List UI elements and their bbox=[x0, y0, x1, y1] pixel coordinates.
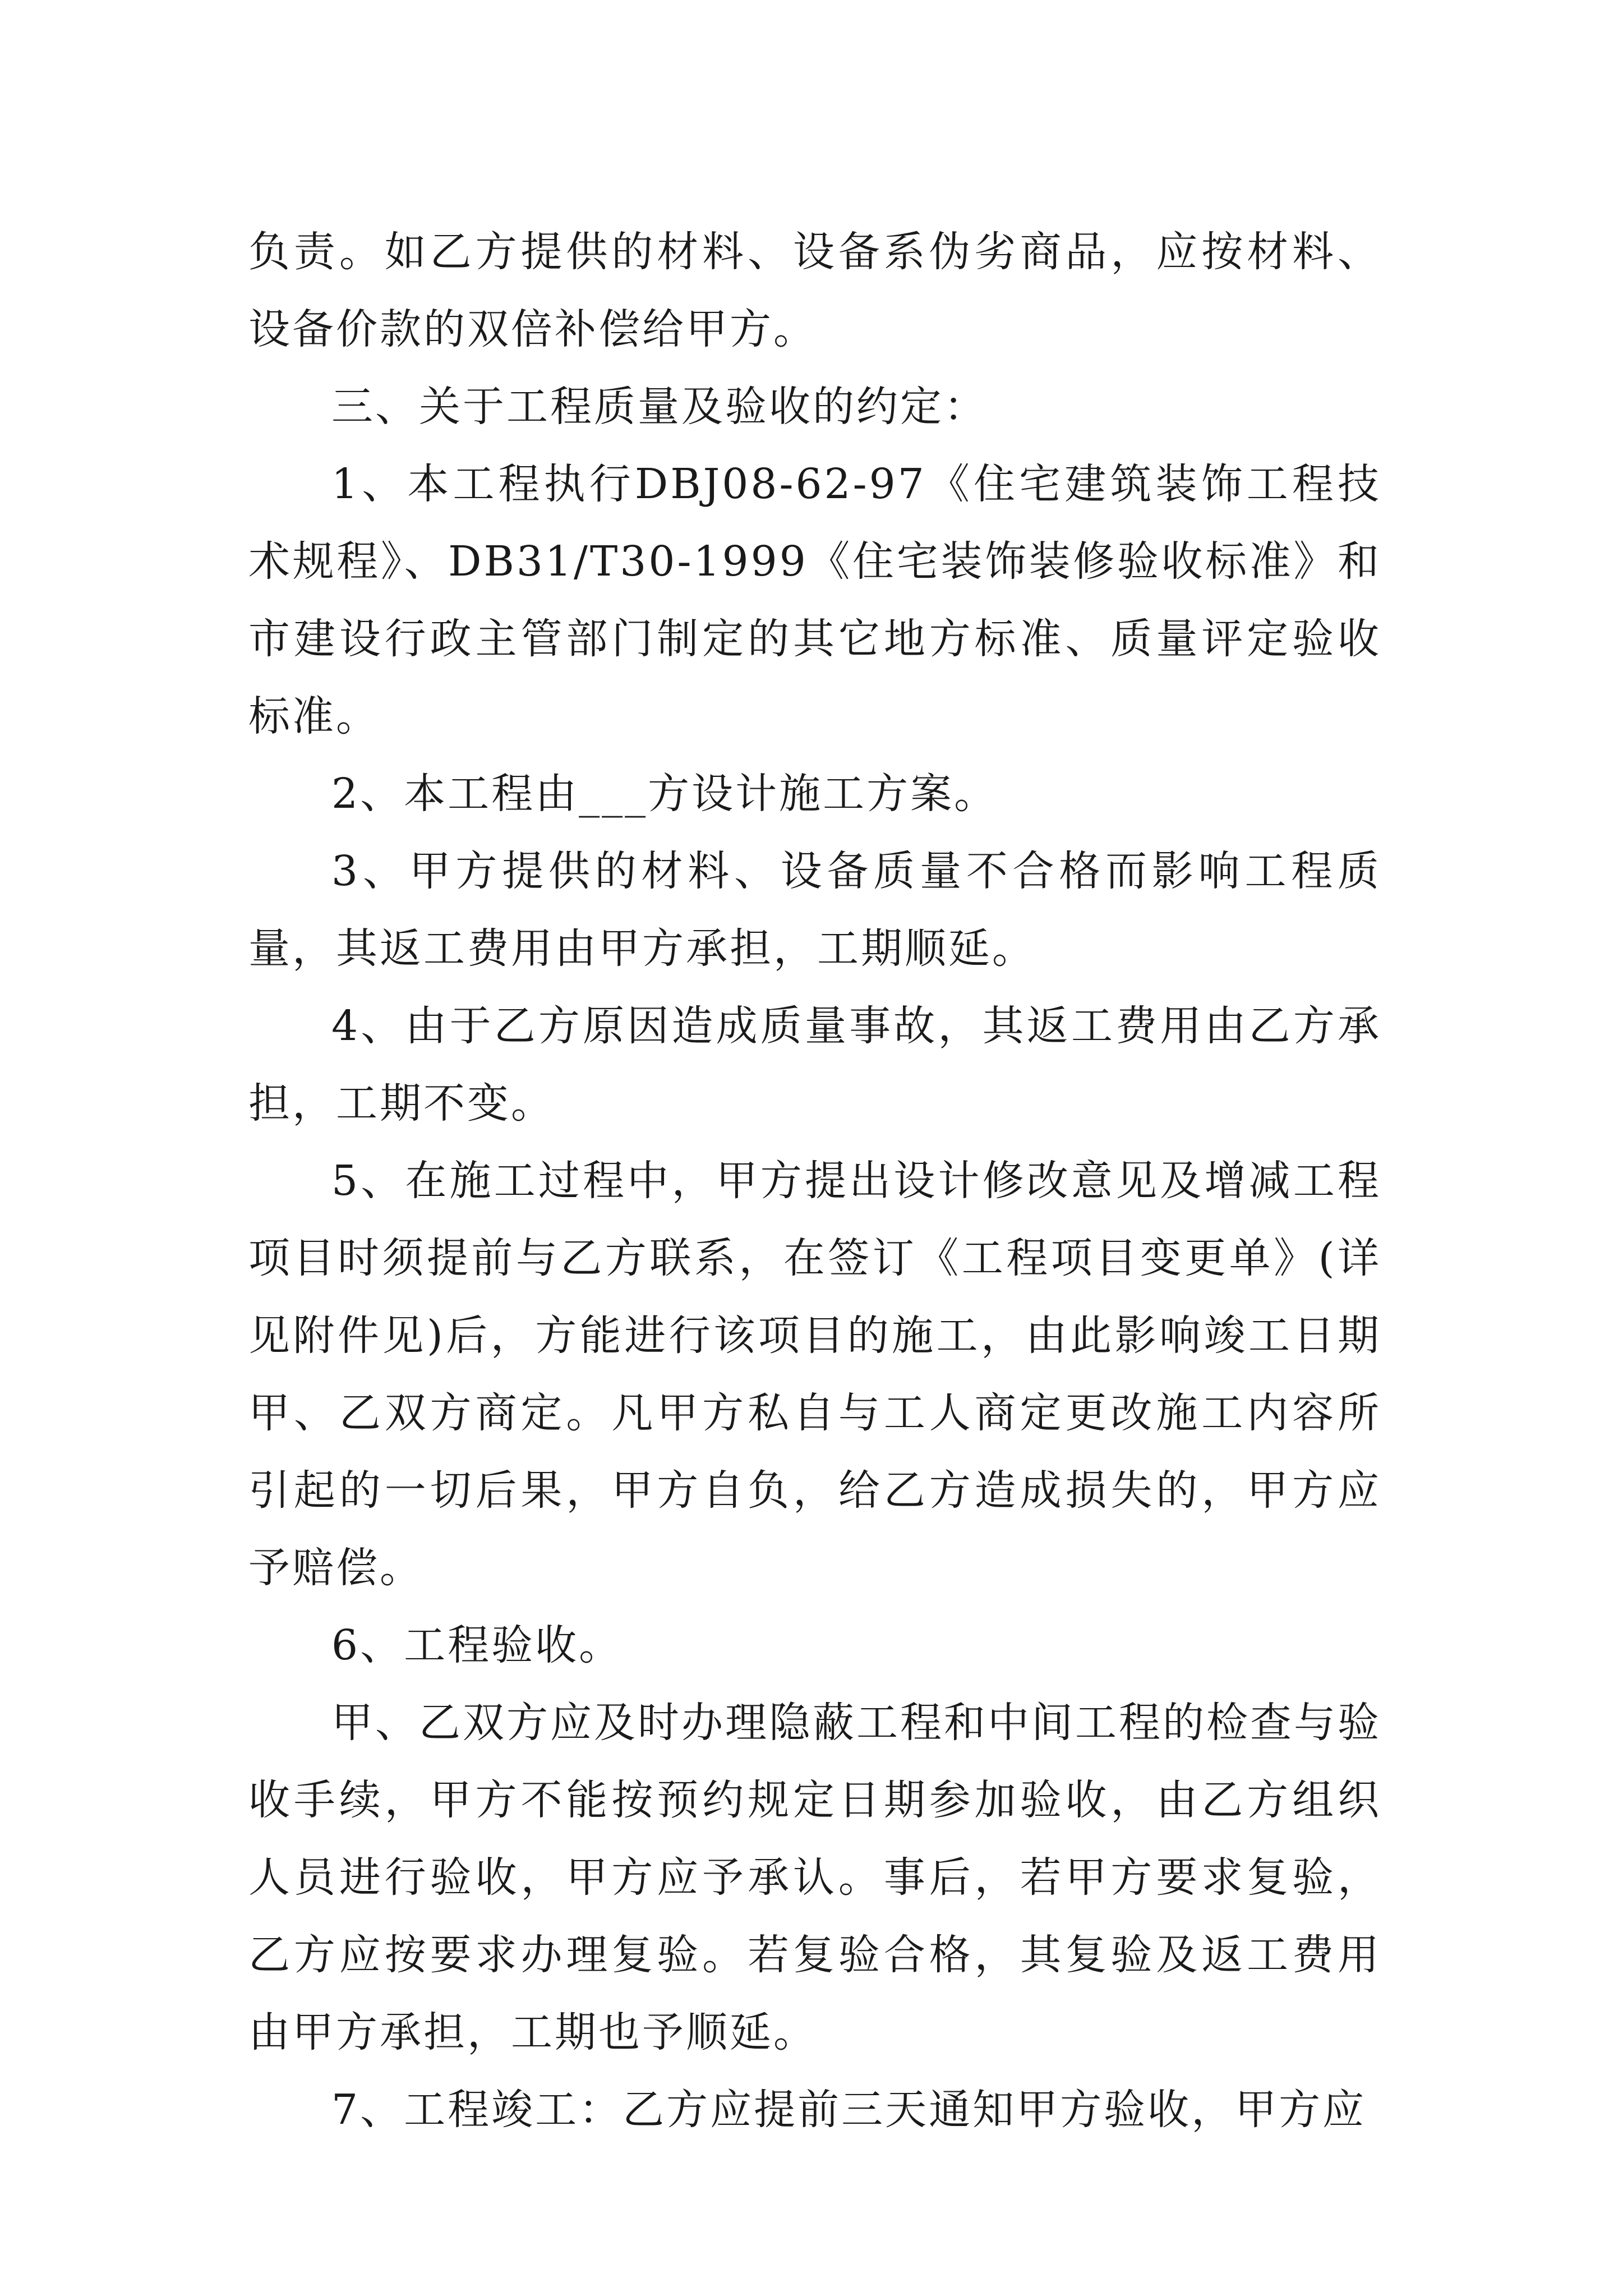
clause-6-acceptance-details: 甲、乙双方应及时办理隐蔽工程和中间工程的检查与验收手续，甲方不能按预约规定日期参加验收，由乙方组织人员进行验收，甲方应予承认。事后，若甲方要求复验，乙方应按要求办理复验。若复验合格，其复验及返工费用由甲方承担，工期也予顺延。 bbox=[248, 1699, 1381, 2056]
clause-2-design: 2、本工程由___方设计施工方案。 bbox=[331, 770, 998, 818]
clause-6-acceptance: 6、工程验收。 bbox=[331, 1621, 623, 1669]
section-heading-quality-acceptance: 三、关于工程质量及验收的约定： bbox=[331, 383, 988, 431]
contract-text bbox=[248, 213, 1381, 2148]
clause-4-quality-accident: 4、由于乙方原因造成质量事故，其返工费用由乙方承担，工期不变。 bbox=[248, 1002, 1381, 1128]
clause-3-materials: 3、甲方提供的材料、设备质量不合格而影响工程质量，其返工费用由甲方承担，工期顺延。 bbox=[248, 847, 1381, 973]
clause-7-completion: 7、工程竣工：乙方应提前三天通知甲方验收，甲方应 bbox=[331, 2086, 1367, 2134]
clause-5-design-changes: 5、在施工过程中，甲方提出设计修改意见及增减工程项目时须提前与乙方联系，在签订《工程项目变更单》(详见附件见)后，方能进行该项目的施工，由此影响竣工日期甲、乙双方商定。凡甲方私自与工人商定更改施工内容所引起的一切后果，甲方自负，给乙方造成损失的，甲方应予赔偿。 bbox=[248, 1157, 1381, 1592]
paragraph-continuation: 负责。如乙方提供的材料、设备系伪劣商品，应按材料、设备价款的双倍补偿给甲方。 bbox=[248, 228, 1381, 353]
clause-1-standards: 1、本工程执行DBJ08-62-97《住宅建筑装饰工程技术规程》、DB31/T30-1999《住宅装饰装修验收标准》和市建设行政主管部门制定的其它地方标准、质量评定验收标准。 bbox=[248, 460, 1381, 740]
